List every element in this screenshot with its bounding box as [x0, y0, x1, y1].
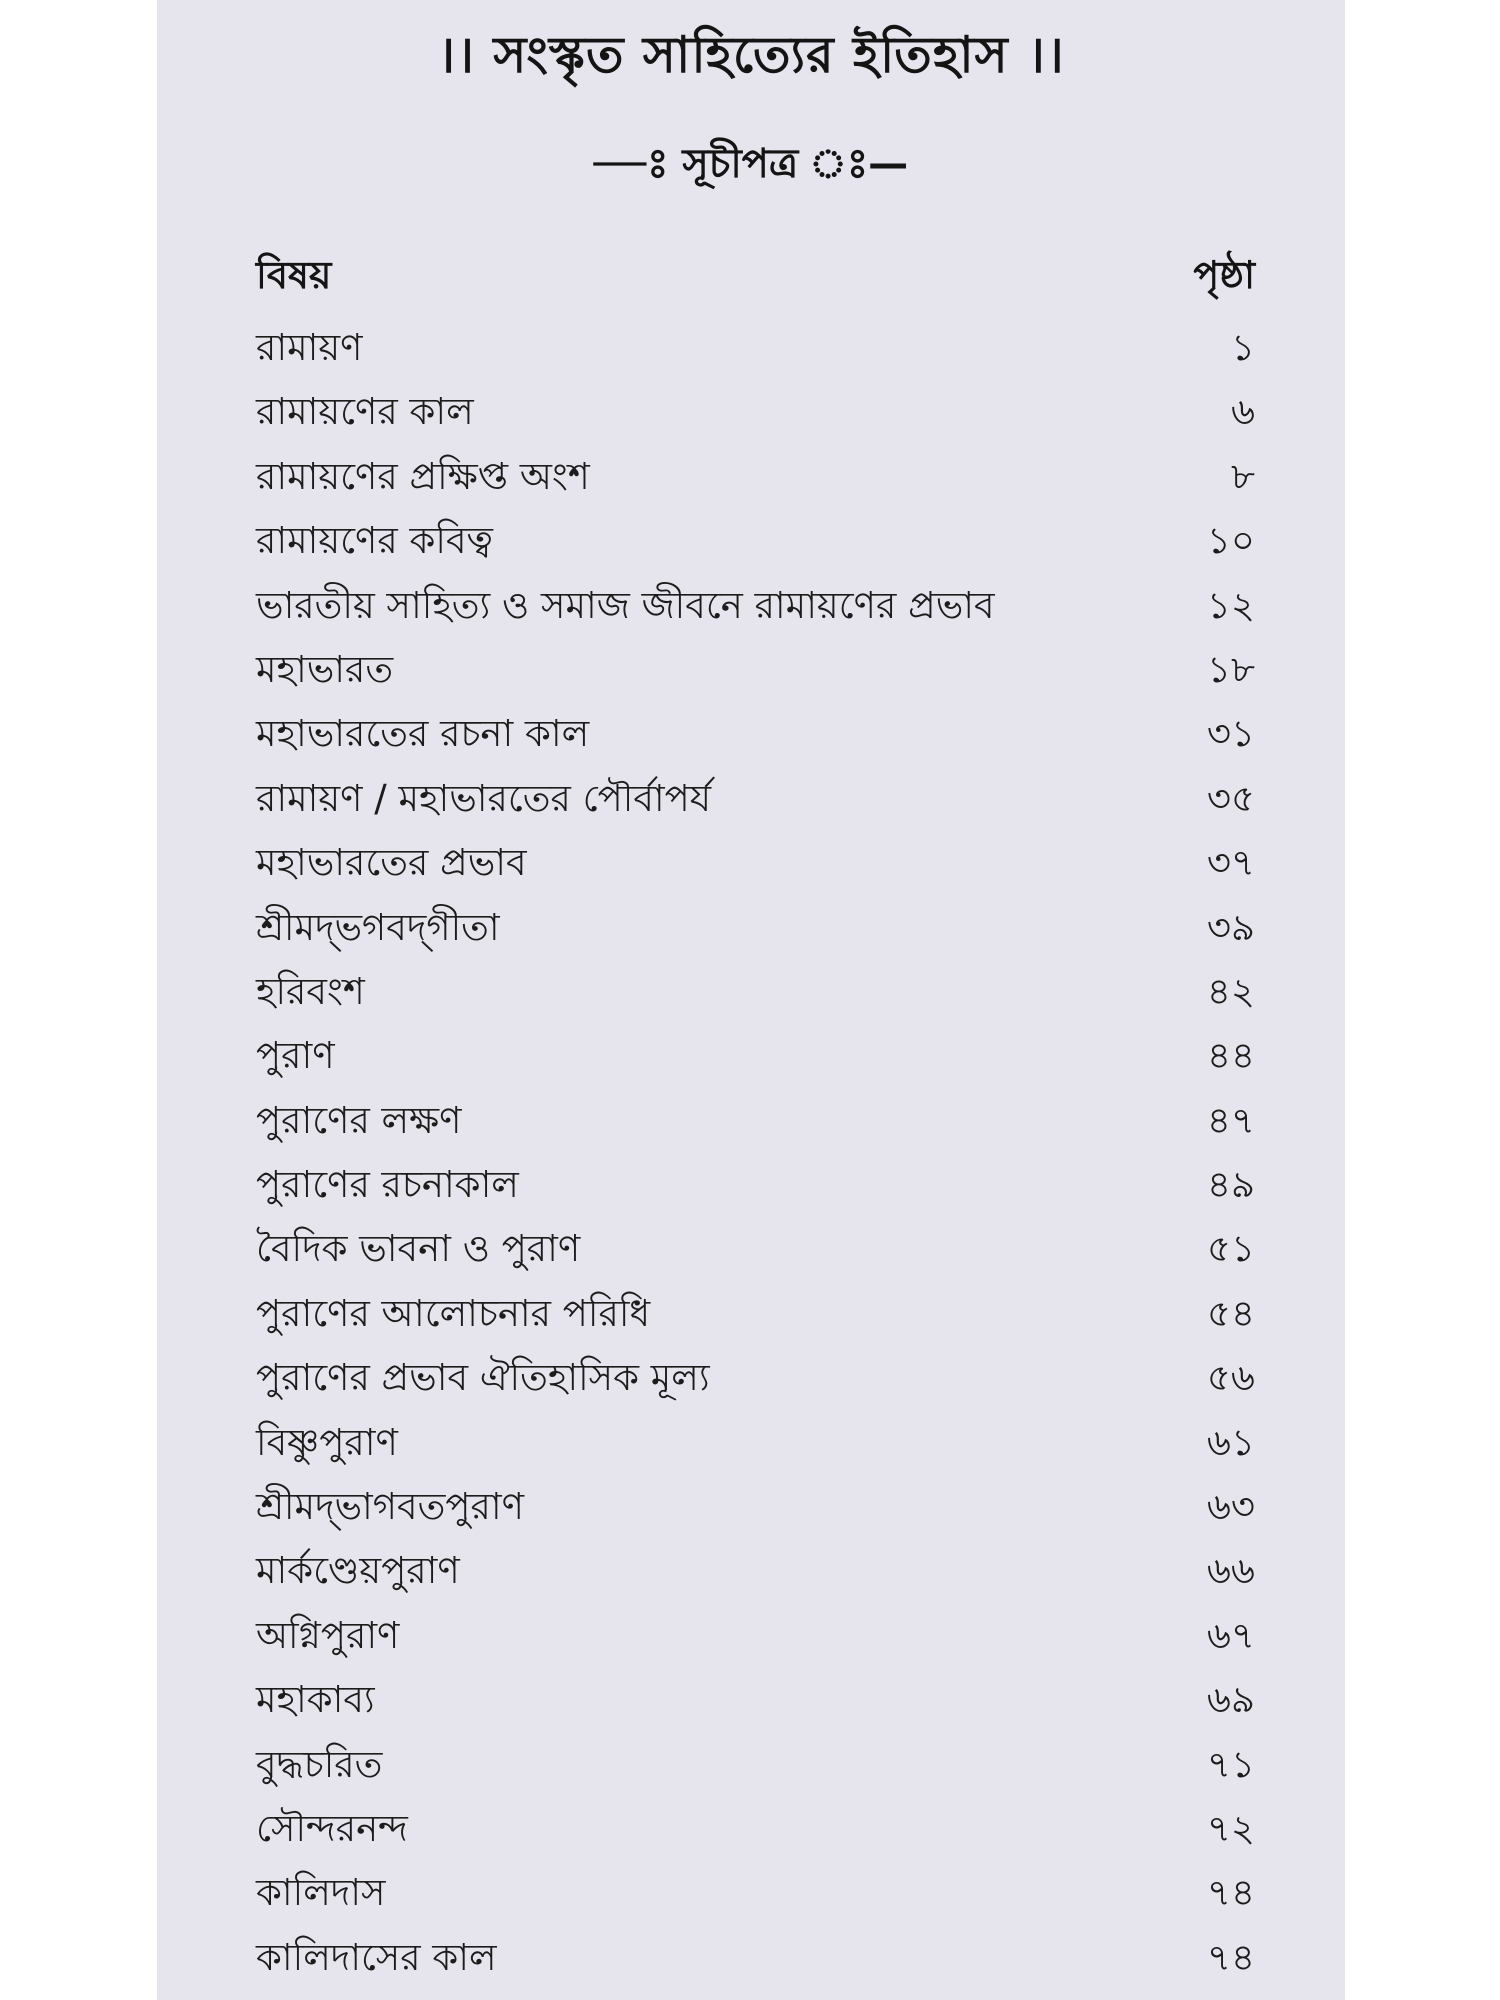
toc-entry-page: ৮ — [1230, 454, 1255, 498]
toc-entry-title: শ্রীমদ্‌ভাগবতপুরাণ — [256, 1485, 524, 1529]
toc-entry — [256, 1606, 1255, 1670]
toc-entry — [256, 1863, 1255, 1927]
toc-entry — [256, 1155, 1255, 1219]
toc-entry-title: বুদ্ধচরিত — [256, 1742, 383, 1786]
contents-heading: —ঃ সূচীপত্র ঃ— — [593, 141, 909, 187]
toc-entry — [256, 1541, 1255, 1605]
toc-entry-title: পুরাণের লক্ষণ — [256, 1098, 462, 1142]
table-of-contents — [256, 318, 1255, 1992]
toc-entry — [256, 318, 1255, 382]
toc-entry — [256, 1284, 1255, 1348]
toc-entry — [256, 640, 1255, 704]
toc-entry-title: সৌন্দরনন্দ — [256, 1806, 408, 1850]
toc-entry-page: ১২ — [1206, 583, 1255, 627]
toc-entry-page: ৫৪ — [1206, 1291, 1255, 1335]
toc-entry-title: হরিবংশ — [256, 969, 365, 1013]
toc-entry-page: ৪৪ — [1206, 1034, 1255, 1078]
toc-entry-page: ৭১ — [1206, 1742, 1255, 1786]
toc-entry — [256, 704, 1255, 768]
toc-entry-title: ভারতীয় সাহিত্য ও সমাজ জীবনে রামায়ণের প্রভাব — [256, 583, 995, 627]
toc-entry-page: ৫৬ — [1206, 1356, 1255, 1400]
book-page — [157, 0, 1345, 2000]
toc-entry-page: ৭৪ — [1206, 1871, 1255, 1915]
toc-entry-page: ৩৭ — [1206, 841, 1255, 885]
toc-entry-title: অগ্নিপুরাণ — [256, 1613, 400, 1657]
toc-entry — [256, 962, 1255, 1026]
toc-entry-title: মহাভারতের প্রভাব — [256, 841, 527, 885]
toc-entry — [256, 1477, 1255, 1541]
toc-entry-page: ৩৯ — [1206, 905, 1255, 949]
toc-entry — [256, 1735, 1255, 1799]
toc-entry-page: ৬৯ — [1206, 1678, 1255, 1722]
toc-entry-title: কালিদাস — [256, 1871, 386, 1915]
toc-entry-page: ৫১ — [1206, 1227, 1255, 1271]
toc-entry-page: ১৮ — [1206, 647, 1255, 691]
toc-entry — [256, 898, 1255, 962]
toc-entry-title: বিষ্ণুপুরাণ — [256, 1420, 398, 1464]
toc-entry-page: ১০ — [1206, 519, 1255, 563]
toc-entry-title: কালিদাসের কাল — [256, 1935, 497, 1979]
toc-entry-page: ৬৩ — [1206, 1485, 1255, 1529]
toc-entry-title: বৈদিক ভাবনা ও পুরাণ — [256, 1227, 581, 1271]
toc-entry — [256, 1799, 1255, 1863]
toc-entry-title: পুরাণ — [256, 1034, 335, 1078]
toc-entry-title: রামায়ণ / মহাভারতের পৌর্বাপর্য — [256, 776, 712, 820]
toc-entry-title: পুরাণের আলোচনার পরিধি — [256, 1291, 651, 1335]
toc-entry — [256, 576, 1255, 640]
toc-entry — [256, 1348, 1255, 1412]
toc-entry-title: রামায়ণের কবিত্ব — [256, 519, 493, 563]
book-title: ।। সংস্কৃত সাহিত্যের ইতিহাস ।। — [437, 26, 1065, 84]
toc-entry — [256, 1670, 1255, 1734]
toc-entry-title: রামায়ণের প্রক্ষিপ্ত অংশ — [256, 454, 590, 498]
toc-entry — [256, 447, 1255, 511]
toc-entry-title: পুরাণের প্রভাব ঐতিহাসিক মূল্য — [256, 1356, 710, 1400]
toc-entry — [256, 1091, 1255, 1155]
toc-entry — [256, 833, 1255, 897]
toc-entry — [256, 1413, 1255, 1477]
toc-entry-page: ৪২ — [1206, 969, 1255, 1013]
toc-entry — [256, 769, 1255, 833]
toc-entry-page: ৬৭ — [1206, 1613, 1255, 1657]
toc-entry-title: শ্রীমদ্‌ভগবদ্‌গীতা — [256, 905, 500, 949]
toc-entry — [256, 1928, 1255, 1992]
toc-entry — [256, 511, 1255, 575]
toc-entry-page: ৪৭ — [1206, 1098, 1255, 1142]
toc-entry-title: রামায়ণ — [256, 326, 363, 369]
toc-entry-page: ৩৫ — [1206, 776, 1255, 820]
toc-entry-title: মহাভারত — [256, 647, 394, 691]
toc-entry-page: ৪৯ — [1206, 1163, 1255, 1207]
topic-column-header: বিষয় — [256, 253, 332, 297]
toc-entry-page: ৬১ — [1206, 1420, 1255, 1464]
toc-entry-title: রামায়ণের কাল — [256, 390, 474, 434]
toc-entry-page: ১ — [1230, 326, 1255, 369]
toc-entry-page: ৬ — [1230, 390, 1255, 434]
toc-entry-title: মহাকাব্য — [256, 1678, 375, 1722]
toc-entry-page: ৭২ — [1206, 1806, 1255, 1850]
toc-entry — [256, 1026, 1255, 1090]
toc-entry-title: মহাভারতের রচনা কাল — [256, 712, 590, 756]
toc-entry-title: পুরাণের রচনাকাল — [256, 1163, 519, 1207]
toc-entry-page: ৭৪ — [1206, 1935, 1255, 1979]
toc-entry-title: মার্কণ্ডেয়পুরাণ — [256, 1549, 460, 1593]
toc-entry — [256, 382, 1255, 446]
toc-entry-page: ৩১ — [1206, 712, 1255, 756]
toc-entry-page: ৬৬ — [1206, 1549, 1255, 1593]
toc-entry — [256, 1219, 1255, 1283]
page-column-header: পৃষ্ঠা — [1193, 253, 1255, 297]
